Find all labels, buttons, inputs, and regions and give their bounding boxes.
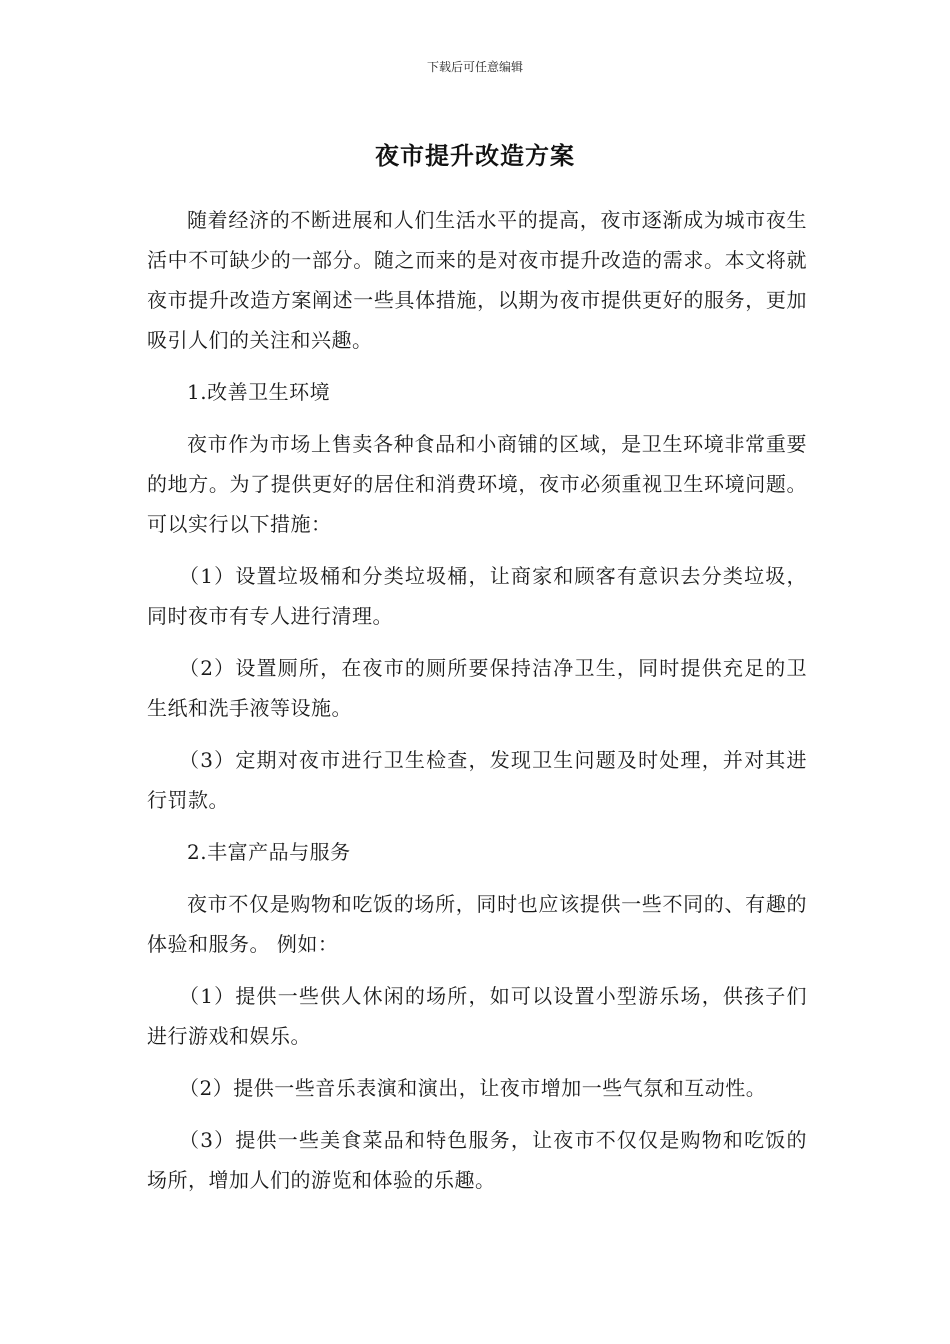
document-body <box>147 200 807 1212</box>
list-item: （3）定期对夜市进行卫生检查，发现卫生问题及时处理，并对其进行罚款。 <box>147 748 807 812</box>
section-heading-hygiene: 1.改善卫生环境 <box>187 380 331 404</box>
intro-paragraph: 随着经济的不断进展和人们生活水平的提高，夜市逐渐成为城市夜生活中不可缺少的一部分。随之而来的是对夜市提升改造的需求。本文将就夜市提升改造方案阐述一些具体措施，以期为夜市提供更好的服务，更加吸引人们的关注和兴趣。 <box>147 208 807 352</box>
document-title: 夜市提升改造方案 <box>375 142 575 170</box>
products-paragraph: 夜市不仅是购物和吃饭的场所，同时也应该提供一些不同的、有趣的体验和服务。 例如： <box>147 892 807 956</box>
header-note: 下载后可任意编辑 <box>426 60 523 74</box>
section-heading-products: 2.丰富产品与服务 <box>187 840 351 864</box>
hygiene-paragraph: 夜市作为市场上售卖各种食品和小商铺的区域，是卫生环境非常重要的地方。为了提供更好的居住和消费环境，夜市必须重视卫生环境问题。 可以实行以下措施： <box>147 432 807 536</box>
list-item: （3）提供一些美食菜品和特色服务，让夜市不仅仅是购物和吃饭的场所，增加人们的游览和体验的乐趣。 <box>147 1128 807 1192</box>
list-item: （1）提供一些供人休闲的场所，如可以设置小型游乐场，供孩子们进行游戏和娱乐。 <box>147 984 807 1048</box>
list-item: （2）设置厕所，在夜市的厕所要保持洁净卫生，同时提供充足的卫生纸和洗手液等设施。 <box>147 656 807 720</box>
list-item: （1）设置垃圾桶和分类垃圾桶，让商家和顾客有意识去分类垃圾，同时夜市有专人进行清理。 <box>147 564 807 628</box>
list-item: （2）提供一些音乐表演和演出，让夜市增加一些气氛和互动性。 <box>179 1076 767 1100</box>
